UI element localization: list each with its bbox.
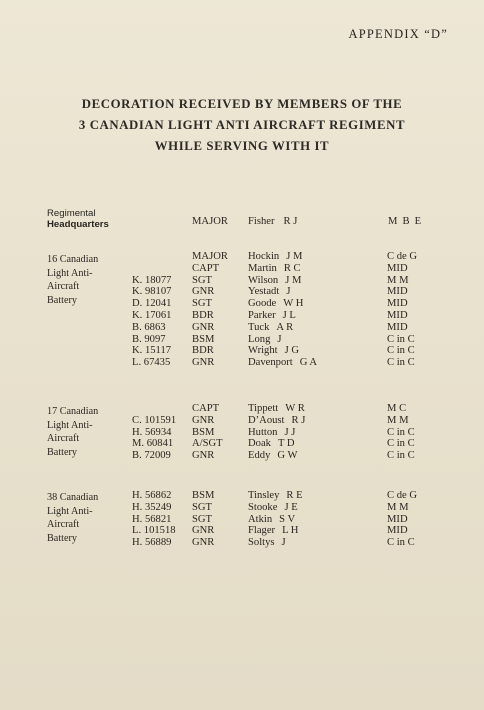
battery-label-line: Battery xyxy=(47,532,77,544)
initials: S V xyxy=(279,513,296,525)
regimental-label: Regimental xyxy=(47,208,96,219)
member-name xyxy=(248,427,295,438)
surname: Doak xyxy=(248,438,271,450)
initials: J xyxy=(281,537,286,549)
initials: R J xyxy=(291,414,306,426)
award: MID xyxy=(387,286,408,298)
hq-rank: MAJOR xyxy=(192,216,228,227)
award: C in C xyxy=(387,333,415,345)
rank: SGT xyxy=(192,513,213,525)
surname: Atkin xyxy=(248,513,273,525)
table-row xyxy=(0,357,484,370)
initials: J xyxy=(286,286,291,298)
rank: BSM xyxy=(192,426,215,438)
rank: GNR xyxy=(192,414,215,426)
rank: BSM xyxy=(192,490,215,501)
title-line-2: 3 CANADIAN LIGHT ANTI AIRCRAFT REGIMENT xyxy=(78,118,406,132)
rank: CAPT xyxy=(192,262,220,274)
rank: GNR xyxy=(192,450,215,462)
initials: R E xyxy=(286,490,303,501)
rank: BDR xyxy=(192,310,214,321)
service-number: B. 72009 xyxy=(132,450,171,462)
rank: CAPT xyxy=(192,403,220,414)
initials: R C xyxy=(283,262,301,274)
rank: SGT xyxy=(192,501,213,513)
surname: Parker xyxy=(248,310,276,321)
service-number: K. 17061 xyxy=(132,310,172,321)
rank: SGT xyxy=(192,298,213,310)
service-number: B. 9097 xyxy=(132,333,166,345)
surname: Goode xyxy=(248,298,277,310)
surname: Martin xyxy=(248,262,277,274)
initials: T D xyxy=(277,438,295,450)
battery-label-line: Light Anti- xyxy=(47,419,93,431)
surname: Eddy xyxy=(248,450,271,462)
battery-label-line: 16 Canadian xyxy=(47,254,99,265)
initials: J J xyxy=(284,426,296,438)
battery-label-line: Aircraft xyxy=(47,433,80,445)
member-name xyxy=(248,525,298,536)
service-number: H. 56862 xyxy=(132,490,172,501)
award: C in C xyxy=(387,426,415,438)
award: C in C xyxy=(387,537,415,549)
battery-label-line: 17 Canadian xyxy=(47,406,99,417)
award: C in C xyxy=(387,357,415,369)
award: MID xyxy=(387,310,408,321)
member-name xyxy=(248,263,301,274)
battery-label-line: Aircraft xyxy=(47,281,80,293)
table-row xyxy=(0,450,484,463)
member-name xyxy=(248,403,305,414)
battery-label-line: Light Anti- xyxy=(47,505,93,517)
rank: BSM xyxy=(192,333,215,345)
rank: GNR xyxy=(192,286,215,298)
rank: GNR xyxy=(192,525,215,537)
member-name xyxy=(248,345,299,356)
award: MID xyxy=(387,525,408,537)
rank: SGT xyxy=(192,274,213,286)
service-number: H. 35249 xyxy=(132,501,172,513)
initials: W H xyxy=(283,298,304,310)
member-name xyxy=(248,438,295,449)
award: MID xyxy=(387,298,408,310)
service-number: L. 101518 xyxy=(132,525,176,537)
member-name xyxy=(248,251,302,262)
service-number: K. 98107 xyxy=(132,286,172,298)
award: MID xyxy=(387,262,408,274)
initials: J xyxy=(277,333,282,345)
surname: Davenport xyxy=(248,357,293,369)
surname: Flager xyxy=(248,525,276,537)
award: MID xyxy=(387,321,408,333)
service-number: H. 56821 xyxy=(132,513,172,525)
member-name xyxy=(248,415,305,426)
initials: G W xyxy=(277,450,298,462)
member-name xyxy=(248,310,296,321)
member-name xyxy=(248,322,293,333)
award: C in C xyxy=(387,345,415,357)
surname: Wilson xyxy=(248,274,279,286)
member-name xyxy=(248,502,298,513)
award: C in C xyxy=(387,450,415,462)
surname: Tippett xyxy=(248,403,279,414)
battery-label-line: Battery xyxy=(47,294,77,306)
initials: W R xyxy=(285,403,305,414)
rank: MAJOR xyxy=(192,251,228,262)
battery-label-line: Battery xyxy=(47,446,77,458)
rank: GNR xyxy=(192,321,215,333)
service-number: D. 12041 xyxy=(132,298,172,310)
award: MID xyxy=(387,513,408,525)
award: M M xyxy=(387,274,409,286)
initials: J M xyxy=(286,251,303,262)
service-number: H. 56934 xyxy=(132,426,172,438)
rank: GNR xyxy=(192,537,215,549)
title-line-1: DECORATION RECEIVED BY MEMBERS OF THE xyxy=(81,97,403,111)
service-number: B. 6863 xyxy=(132,321,166,333)
award: C de G xyxy=(387,251,418,262)
member-name xyxy=(248,275,301,286)
initials: J E xyxy=(284,501,298,513)
award: M M xyxy=(387,414,409,426)
surname: Stooke xyxy=(248,501,278,513)
member-name xyxy=(248,537,286,548)
initials: J L xyxy=(282,310,296,321)
rank: GNR xyxy=(192,357,215,369)
rank: BDR xyxy=(192,345,214,357)
initials: L H xyxy=(282,525,299,537)
surname: Long xyxy=(248,333,271,345)
member-name xyxy=(248,490,303,501)
award: M M xyxy=(387,501,409,513)
service-number: M. 60841 xyxy=(132,438,174,450)
surname: D’Aoust xyxy=(248,414,285,426)
service-number: L. 67435 xyxy=(132,357,171,369)
member-name xyxy=(248,450,297,461)
rank: A/SGT xyxy=(192,438,223,450)
member-name xyxy=(248,334,282,345)
hq-award: M B E xyxy=(388,216,423,227)
hq-name xyxy=(248,216,297,228)
surname: Soltys xyxy=(248,537,275,549)
member-name xyxy=(248,286,290,297)
surname: Tinsley xyxy=(248,490,280,501)
initials: J M xyxy=(285,274,302,286)
member-name xyxy=(248,357,317,368)
service-number: C. 101591 xyxy=(132,414,177,426)
award: C de G xyxy=(387,490,418,501)
award: M C xyxy=(387,403,407,414)
member-name xyxy=(248,514,295,525)
appendix-label: APPENDIX “D” xyxy=(348,27,448,41)
table-row xyxy=(0,537,484,550)
surname: Tuck xyxy=(248,321,270,333)
surname: Hutton xyxy=(248,426,278,438)
service-number: K. 18077 xyxy=(132,274,172,286)
headquarters-label: Headquarters xyxy=(47,219,109,230)
member-name xyxy=(248,298,303,309)
battery-label-line: Aircraft xyxy=(47,519,80,531)
service-number: K. 15117 xyxy=(132,345,172,357)
battery-label-line: 38 Canadian xyxy=(47,492,99,503)
surname: Hockin xyxy=(248,251,280,262)
battery-label-line: Light Anti- xyxy=(47,267,93,279)
initials: A R xyxy=(276,321,294,333)
hq-initials: R J xyxy=(283,216,298,227)
award: C in C xyxy=(387,438,415,450)
initials: G A xyxy=(299,357,318,369)
surname: Wright xyxy=(248,345,278,357)
service-number: H. 56889 xyxy=(132,537,172,549)
initials: J G xyxy=(284,345,300,357)
surname: Yestadt xyxy=(248,286,280,298)
title-line-3: WHILE SERVING WITH IT xyxy=(154,139,330,153)
hq-surname: Fisher xyxy=(248,216,275,227)
